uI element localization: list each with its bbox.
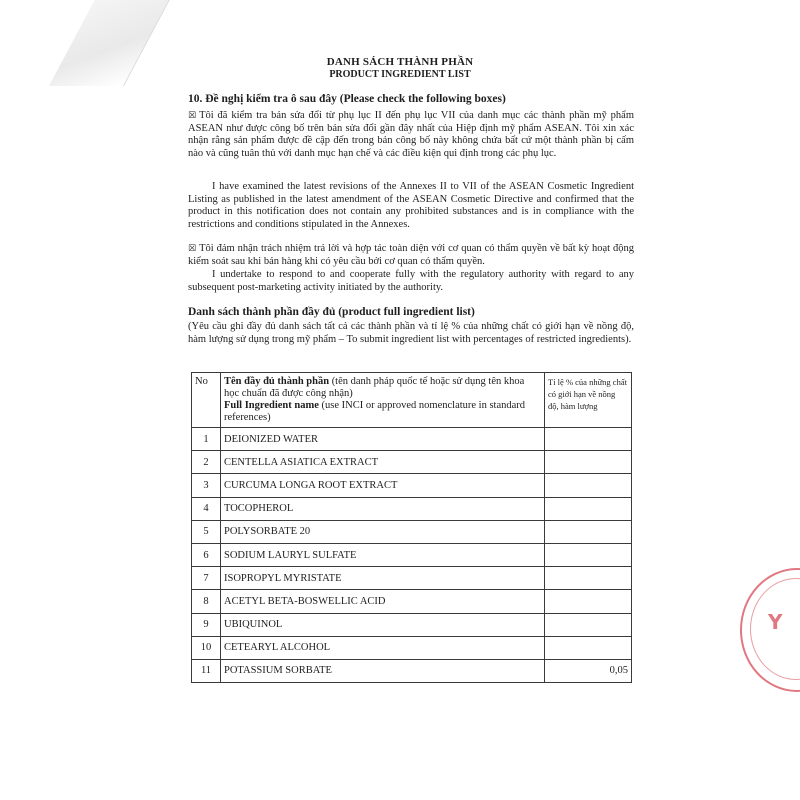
- declaration-1-vn-text: Tôi đã kiểm tra bản sửa đổi từ phụ lục II đến phụ lục VII của danh mục các thành phần mỹ phẩm ASEAN như được công bố trên bản sửa đổi gần đây nhất của Hiệp định mỹ phẩm ASEAN. Tôi xin xác nhận rằng sản phẩm được đề cập đến trong bản công bố này không chứa bất cứ một thành phần bị cấm nào và cũng tuân thủ với danh mục hạn chế và các điều kiện qui định trong các phụ lục.: [188, 110, 634, 159]
- document-title-vietnamese: DANH SÁCH THÀNH PHẦN: [326, 56, 474, 68]
- row-no: 11: [192, 659, 221, 682]
- row-no: 5: [192, 520, 221, 543]
- table-row: [192, 543, 632, 566]
- declaration-2-vietnamese: [188, 243, 634, 268]
- row-percentage: [545, 520, 632, 543]
- row-no: 6: [192, 543, 221, 566]
- row-ingredient-name: CETEARYL ALCOHOL: [221, 636, 545, 659]
- row-percentage: [545, 451, 632, 474]
- table-row: [192, 567, 632, 590]
- header-name-en-rest: (use INCI or approved nomenclature in standard references): [224, 400, 526, 423]
- table-row: [192, 497, 632, 520]
- checked-box-icon: ☒: [188, 111, 197, 121]
- row-percentage: [545, 636, 632, 659]
- document-title-english: PRODUCT INGREDIENT LIST: [329, 69, 471, 80]
- table-row: [192, 428, 632, 451]
- table-row: [192, 659, 632, 682]
- row-no: 1: [192, 428, 221, 451]
- row-percentage: [545, 474, 632, 497]
- row-ingredient-name: CENTELLA ASIATICA EXTRACT: [221, 451, 545, 474]
- seal-letter: Y: [768, 610, 783, 634]
- full-list-heading: Danh sách thành phần đầy đủ (product full ingredient list): [188, 306, 475, 318]
- row-no: 7: [192, 567, 221, 590]
- declaration-1-vietnamese: [188, 110, 634, 160]
- header-percentage: Tỉ lệ % của những chất có giới hạn về nồng độ, hàm lượng: [545, 373, 632, 428]
- declaration-1-english: I have examined the latest revisions of the Annexes II to VII of the ASEAN Cosmetic Ingredient Listing as published in the latest amendment of the ASEAN Cosmetic Directive and confirmed that the product in this notification does not contain any prohibited substances and is in compliance with the restrictions and conditions stipulated in the Annexes.: [188, 181, 634, 230]
- header-no: No: [192, 373, 221, 428]
- company-seal-stamp: [740, 568, 800, 692]
- table-row: [192, 636, 632, 659]
- row-no: 9: [192, 613, 221, 636]
- declaration-2-english: I undertake to respond to and cooperate fully with the regulatory authority with regard to any subsequent post-marketing activity initiated by the authority.: [188, 269, 634, 293]
- row-ingredient-name: ISOPROPYL MYRISTATE: [221, 567, 545, 590]
- row-ingredient-name: TOCOPHEROL: [221, 497, 545, 520]
- header-name-vn-bold: Tên đầy đủ thành phần: [224, 376, 330, 387]
- row-ingredient-name: POTASSIUM SORBATE: [221, 659, 545, 682]
- table-row: [192, 613, 632, 636]
- row-percentage: [545, 497, 632, 520]
- row-percentage: [545, 428, 632, 451]
- row-ingredient-name: UBIQUINOL: [221, 613, 545, 636]
- row-ingredient-name: ACETYL BETA-BOSWELLIC ACID: [221, 590, 545, 613]
- row-ingredient-name: DEIONIZED WATER: [221, 428, 545, 451]
- section-heading: 10. Đề nghị kiểm tra ô sau đây (Please check the following boxes): [188, 93, 506, 105]
- row-no: 8: [192, 590, 221, 613]
- header-name-vn-rest: (tên danh pháp quốc tế hoặc sử dụng tên khoa học chuẩn đã được công nhận): [224, 376, 525, 399]
- ingredient-table: [191, 372, 632, 683]
- table-header-row: [192, 373, 632, 428]
- table-row: [192, 474, 632, 497]
- row-ingredient-name: SODIUM LAURYL SULFATE: [221, 543, 545, 566]
- checked-box-icon: ☒: [188, 244, 197, 254]
- margin-annotation-mark: [675, 322, 687, 412]
- row-percentage: [545, 590, 632, 613]
- row-percentage: 0,05: [545, 659, 632, 682]
- declaration-2-vn-text: Tôi đảm nhận trách nhiệm trả lời và hợp tác toàn diện với cơ quan có thẩm quyền về bất kỳ hoạt động kiểm soát sau khi bán hàng khi có yêu cầu bởi cơ quan có thẩm quyền.: [188, 243, 634, 267]
- row-no: 4: [192, 497, 221, 520]
- row-ingredient-name: CURCUMA LONGA ROOT EXTRACT: [221, 474, 545, 497]
- table-row: [192, 520, 632, 543]
- table-row: [192, 590, 632, 613]
- table-row: [192, 451, 632, 474]
- row-no: 3: [192, 474, 221, 497]
- row-no: 10: [192, 636, 221, 659]
- row-percentage: [545, 567, 632, 590]
- full-list-note: (Yêu cầu ghi đầy đủ danh sách tất cả các thành phần và tỉ lệ % của những chất có giới hạn về nồng độ, hàm lượng sử dụng trong mỹ phẩm – To submit ingredient list with percentages of restricted ingredients).: [188, 321, 634, 345]
- row-ingredient-name: POLYSORBATE 20: [221, 520, 545, 543]
- header-name-en-bold: Full Ingredient name: [224, 400, 319, 411]
- row-percentage: [545, 613, 632, 636]
- header-ingredient-name: [221, 373, 545, 428]
- row-percentage: [545, 543, 632, 566]
- row-no: 2: [192, 451, 221, 474]
